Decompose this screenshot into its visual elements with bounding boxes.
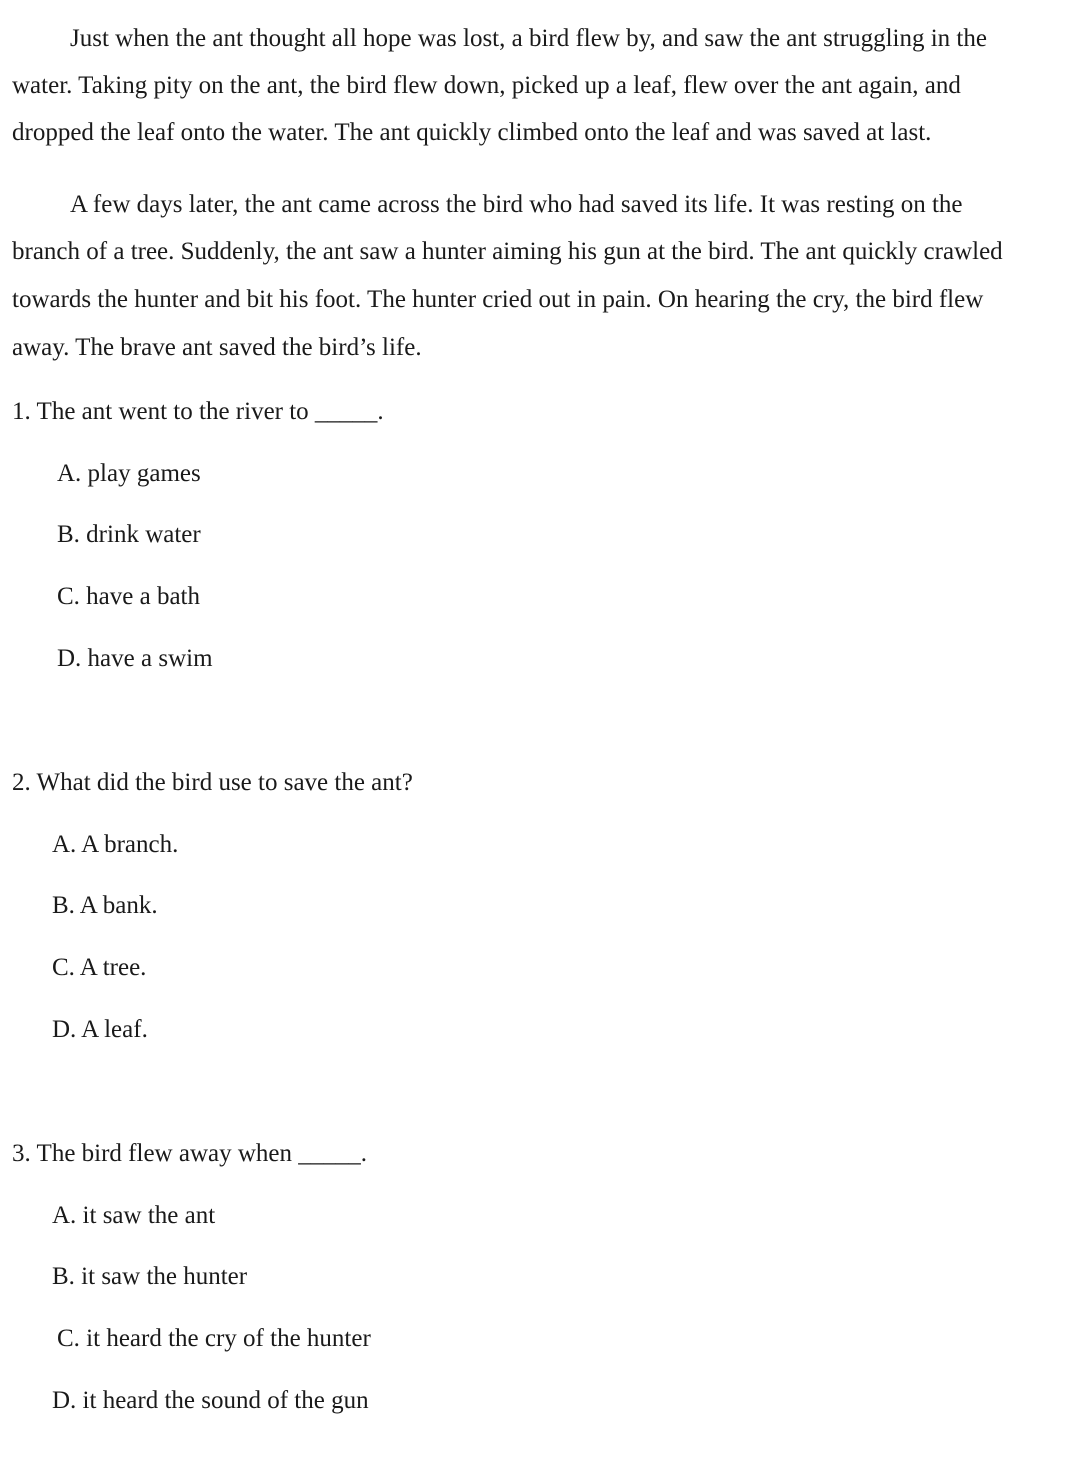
passage-paragraph2-line1: A few days later, the ant came across the bird who had saved its life. It was resting on the: [70, 191, 963, 218]
question-3-option-b: B. it saw the hunter: [52, 1263, 248, 1290]
question-2-stem: 2. What did the bird use to save the ant?: [12, 769, 413, 796]
question-1-option-b: B. drink water: [57, 521, 201, 548]
question-1-stem: 1. The ant went to the river to _____.: [12, 398, 384, 425]
passage-paragraph2-line2: branch of a tree. Suddenly, the ant saw a hunter aiming his gun at the bird. The ant quickly crawled: [12, 238, 1003, 265]
question-2-option-d: D. A leaf.: [52, 1016, 148, 1043]
passage-paragraph1-line2: water. Taking pity on the ant, the bird flew down, picked up a leaf, flew over the ant again, and: [12, 72, 961, 99]
passage-paragraph1-line3: dropped the leaf onto the water. The ant quickly climbed onto the leaf and was saved at last.: [12, 119, 932, 146]
passage-paragraph2-line4: away. The brave ant saved the bird’s life.: [12, 334, 422, 361]
question-3-option-c: C. it heard the cry of the hunter: [57, 1325, 371, 1352]
question-2-option-c: C. A tree.: [52, 954, 147, 981]
question-3-option-a: A. it saw the ant: [52, 1202, 216, 1229]
passage-paragraph2-line3: towards the hunter and bit his foot. The hunter cried out in pain. On hearing the cry, the bird flew: [12, 286, 984, 313]
passage-paragraph1-line1: Just when the ant thought all hope was lost, a bird flew by, and saw the ant struggling in the: [70, 25, 987, 52]
question-1-option-c: C. have a bath: [57, 583, 201, 610]
question-2-option-b: B. A bank.: [52, 892, 158, 919]
question-3-stem: 3. The bird flew away when _____.: [12, 1140, 368, 1167]
question-1-option-a: A. play games: [57, 460, 201, 487]
question-1-option-d: D. have a swim: [57, 645, 213, 672]
question-2-option-a: A. A branch.: [52, 831, 179, 858]
question-3-option-d: D. it heard the sound of the gun: [52, 1387, 369, 1414]
